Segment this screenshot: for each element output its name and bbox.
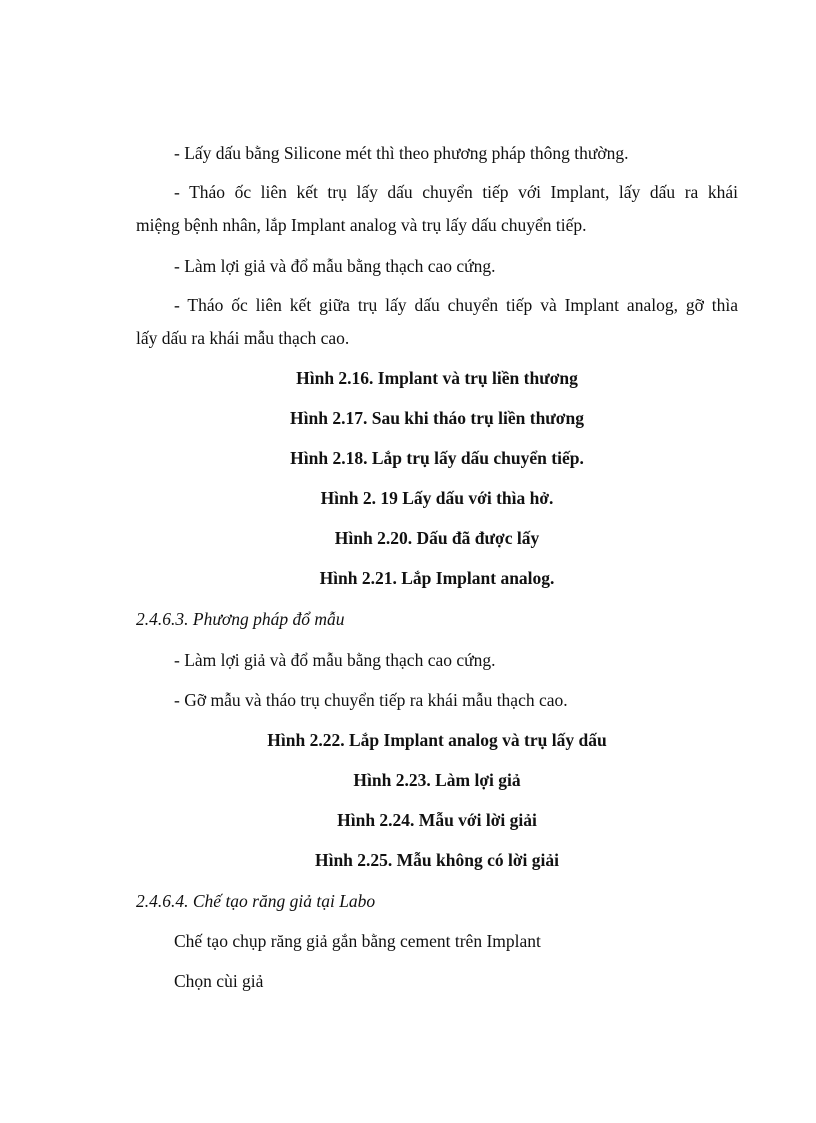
figure-caption-2-17: Hình 2.17. Sau khi tháo trụ liền thương bbox=[290, 408, 584, 428]
figure-caption-2-25: Hình 2.25. Mẫu không có lời giải bbox=[314, 850, 560, 870]
figure-caption-2-21: Hình 2.21. Lắp Implant analog. bbox=[319, 568, 555, 588]
paragraph-silicone: - Lấy dấu bằng Silicone mét thì theo phương pháp thông thường. bbox=[174, 143, 629, 163]
figure-caption-2-20: Hình 2.20. Dấu đã được lấy bbox=[334, 528, 540, 548]
paragraph-gingiva-pour: - Làm lợi giả và đổ mẫu bằng thạch cao cứng. bbox=[174, 256, 496, 276]
figure-caption-2-16: Hình 2.16. Implant và trụ liền thương bbox=[296, 368, 578, 388]
figure-caption-2-23: Hình 2.23. Làm lợi giả bbox=[353, 770, 521, 790]
paragraph-remove-tray-line2: lấy dấu ra khái mẫu thạch cao. bbox=[136, 328, 350, 348]
figure-caption-2-19: Hình 2. 19 Lấy dấu với thìa hở. bbox=[320, 488, 554, 508]
list-item-remove-model: - Gỡ mẫu và tháo trụ chuyển tiếp ra khái mẫu thạch cao. bbox=[174, 690, 568, 710]
section-heading-2-4-6-3: 2.4.6.3. Phương pháp đổ mẫu bbox=[136, 609, 345, 629]
paragraph-remove-tray-line1: - Tháo ốc liên kết giữa trụ lấy dấu chuyển tiếp và Implant analog, gỡ thìa bbox=[174, 295, 738, 315]
list-item-gingiva-pour: - Làm lợi giả và đổ mẫu bằng thạch cao cứng. bbox=[174, 650, 496, 670]
paragraph-crown-fabrication: Chế tạo chụp răng giả gắn bằng cement trên Implant bbox=[174, 931, 541, 951]
figure-caption-2-22: Hình 2.22. Lắp Implant analog và trụ lấy dấu bbox=[267, 730, 607, 750]
section-heading-2-4-6-4: 2.4.6.4. Chế tạo răng giả tại Labo bbox=[136, 891, 376, 911]
figure-caption-2-24: Hình 2.24. Mẫu với lời giải bbox=[337, 810, 537, 830]
paragraph-remove-screw-line2: miệng bệnh nhân, lắp Implant analog và trụ lấy dấu chuyển tiếp. bbox=[136, 215, 587, 235]
paragraph-choose-abutment: Chọn cùi giả bbox=[174, 971, 264, 991]
paragraph-remove-screw-line1: - Tháo ốc liên kết trụ lấy dấu chuyển tiếp với Implant, lấy dấu ra khái bbox=[174, 182, 738, 202]
figure-caption-2-18: Hình 2.18. Lắp trụ lấy dấu chuyển tiếp. bbox=[290, 448, 584, 468]
